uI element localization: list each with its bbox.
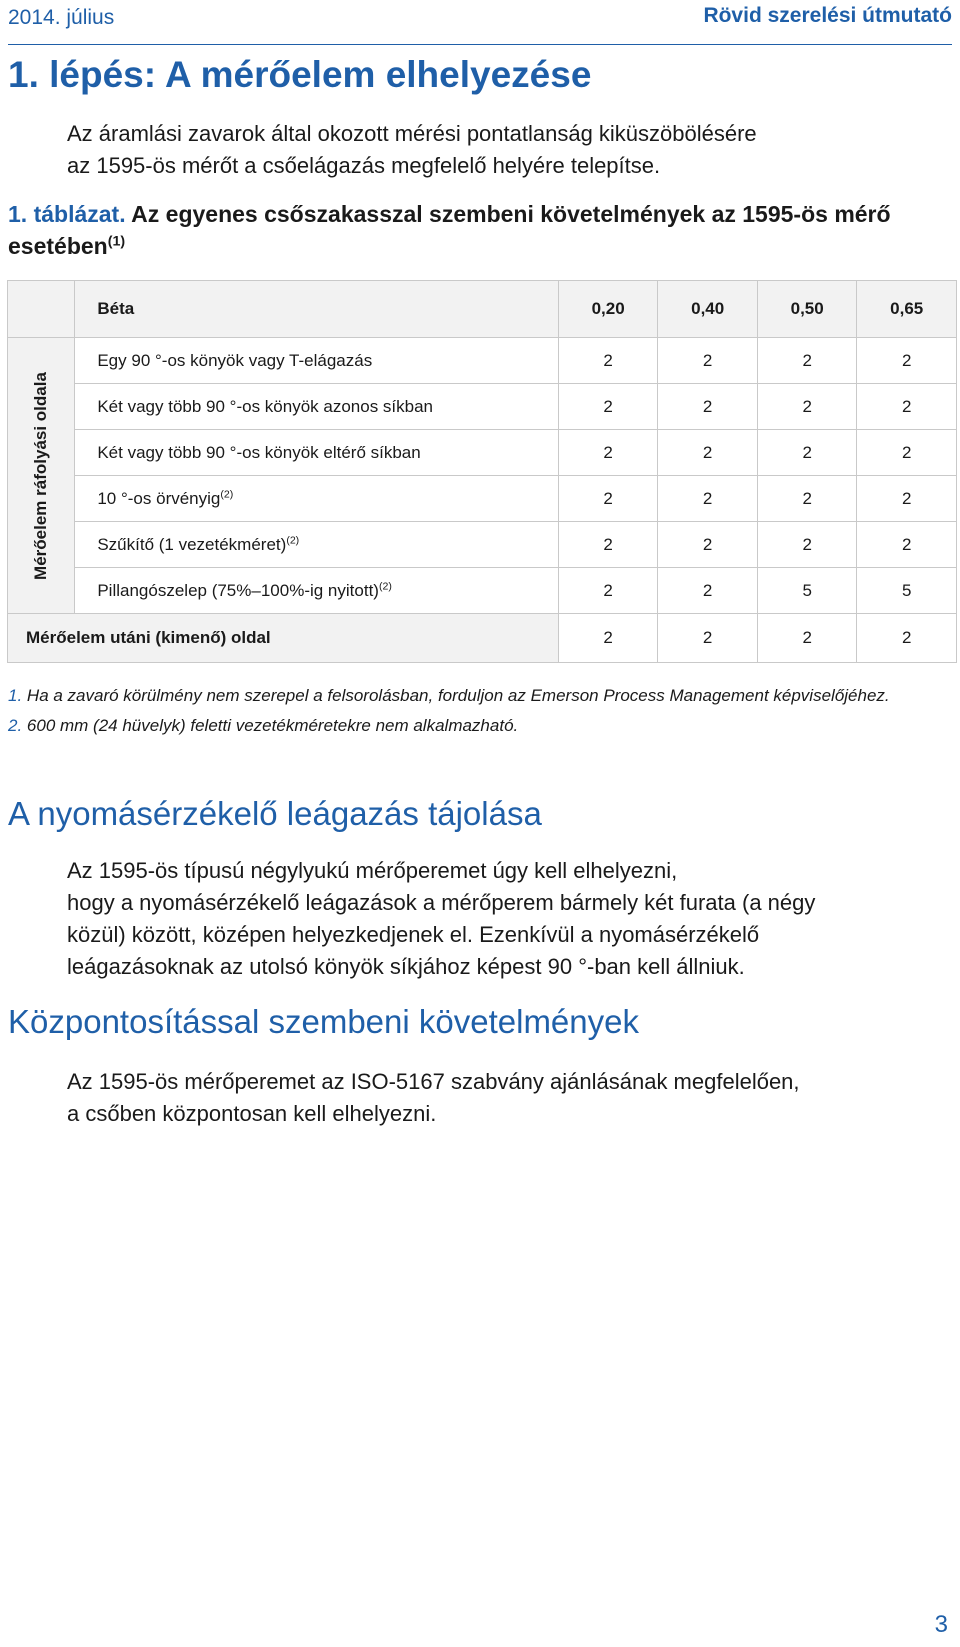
section-heading-centering: Központosítással szembeni követelmények xyxy=(8,1003,639,1040)
table-caption-label: 1. táblázat. xyxy=(8,201,126,227)
header-guide-title: Rövid szerelési útmutató xyxy=(703,4,952,27)
footnote-ref: (2) xyxy=(286,533,300,546)
row-value: 2 xyxy=(658,338,758,384)
row-label: Pillangószelep (75%–100%-ig nyitott)$^{(2)}$ xyxy=(75,568,559,614)
outlet-value: 2 xyxy=(757,614,857,663)
intro-line: az 1595-ös mérőt a csőelágazás megfelelő helyére telepítse. xyxy=(67,153,661,178)
row-value: 2 xyxy=(658,430,758,476)
section-paragraph xyxy=(67,855,947,983)
table-row xyxy=(8,338,957,384)
outlet-value: 2 xyxy=(558,614,658,663)
paragraph-line: Az 1595-ös típusú négylyukú mérőperemet úgy kell elhelyezni, xyxy=(67,858,678,883)
beta-value: 0,40 xyxy=(658,281,758,338)
outlet-value: 2 xyxy=(857,614,957,663)
table-caption-footnote-ref: (1) xyxy=(107,233,126,250)
header-rule xyxy=(8,44,952,45)
footnote-ref: (2) xyxy=(220,487,234,500)
table-row xyxy=(8,522,957,568)
paragraph-line: a csőben központosan kell elhelyezni. xyxy=(67,1101,437,1126)
row-label: Egy 90 °-os könyök vagy T-elágazás xyxy=(75,338,559,384)
outlet-value: 2 xyxy=(658,614,758,663)
paragraph-line: leágazásoknak az utolsó könyök síkjához képest 90 °-ban kell állniuk. xyxy=(67,954,745,979)
row-value: 2 xyxy=(757,338,857,384)
step-title: 1. lépés: A mérőelem elhelyezése xyxy=(8,54,592,95)
row-value: 2 xyxy=(857,476,957,522)
table-row xyxy=(8,568,957,614)
row-value: 2 xyxy=(558,522,658,568)
row-value: 2 xyxy=(857,430,957,476)
table-header-row xyxy=(8,281,957,338)
upstream-side-cell xyxy=(8,338,75,614)
row-value: 5 xyxy=(757,568,857,614)
paragraph-line: közül) között, középen helyezkedjenek el. Ezenkívül a nyomásérzékelő xyxy=(67,922,760,947)
beta-value: 0,20 xyxy=(558,281,658,338)
beta-value: 0,50 xyxy=(757,281,857,338)
table-caption xyxy=(8,198,928,262)
row-value: 2 xyxy=(558,384,658,430)
row-value: 2 xyxy=(558,568,658,614)
paragraph-line: hogy a nyomásérzékelő leágazások a mérőperem bármely két furata (a négy xyxy=(67,890,816,915)
table-row xyxy=(8,476,957,522)
footnote: 1. Ha a zavaró körülmény nem szerepel a felsorolásban, forduljon az Emerson Process Management képviselőjéhez. xyxy=(8,686,890,705)
table-caption-text: Az egyenes csőszakasszal szembeni követelmények az 1595-ös mérő esetében xyxy=(8,201,891,259)
table-row xyxy=(8,430,957,476)
row-value: 2 xyxy=(658,568,758,614)
row-label: Két vagy több 90 °-os könyök azonos síkban xyxy=(75,384,559,430)
row-value: 5 xyxy=(857,568,957,614)
row-value: 2 xyxy=(658,522,758,568)
straight-pipe-requirements-table xyxy=(7,280,957,663)
footnote-ref: (2) xyxy=(378,579,392,592)
row-value: 2 xyxy=(857,384,957,430)
outlet-label: Mérőelem utáni (kimenő) oldal xyxy=(8,614,559,663)
table-row xyxy=(8,384,957,430)
intro-line: Az áramlási zavarok által okozott mérési pontatlanság kiküszöbölésére xyxy=(67,121,757,146)
header-date: 2014. július xyxy=(8,6,115,29)
row-value: 2 xyxy=(558,338,658,384)
header-corner-cell xyxy=(8,281,75,338)
row-value: 2 xyxy=(857,338,957,384)
row-value: 2 xyxy=(857,522,957,568)
row-value: 2 xyxy=(757,384,857,430)
outlet-row xyxy=(8,614,957,663)
paragraph-line: Az 1595-ös mérőperemet az ISO-5167 szabvány ajánlásának megfelelően, xyxy=(67,1069,800,1094)
row-value: 2 xyxy=(558,476,658,522)
section-heading-tap-orientation: A nyomásérzékelő leágazás tájolása xyxy=(8,795,542,832)
row-label: 10 °-os örvényig$^{(2)}$ xyxy=(75,476,559,522)
page-number: 3 xyxy=(934,1611,948,1638)
row-value: 2 xyxy=(658,476,758,522)
beta-label: Béta xyxy=(75,281,559,338)
row-value: 2 xyxy=(757,430,857,476)
row-label: Két vagy több 90 °-os könyök eltérő síkban xyxy=(75,430,559,476)
row-label: Szűkítő (1 vezetékméret)$^{(2)}$ xyxy=(75,522,559,568)
beta-value: 0,65 xyxy=(857,281,957,338)
intro-paragraph xyxy=(67,118,927,182)
row-value: 2 xyxy=(558,430,658,476)
row-value: 2 xyxy=(757,522,857,568)
row-value: 2 xyxy=(757,476,857,522)
table-footnotes xyxy=(8,684,938,744)
row-value: 2 xyxy=(658,384,758,430)
footnote: 2. 600 mm (24 hüvelyk) feletti vezetékméretekre nem alkalmazható. xyxy=(8,716,519,735)
upstream-side-label: Mérőelem ráfolyási oldala xyxy=(31,371,51,580)
section-paragraph xyxy=(67,1066,947,1130)
